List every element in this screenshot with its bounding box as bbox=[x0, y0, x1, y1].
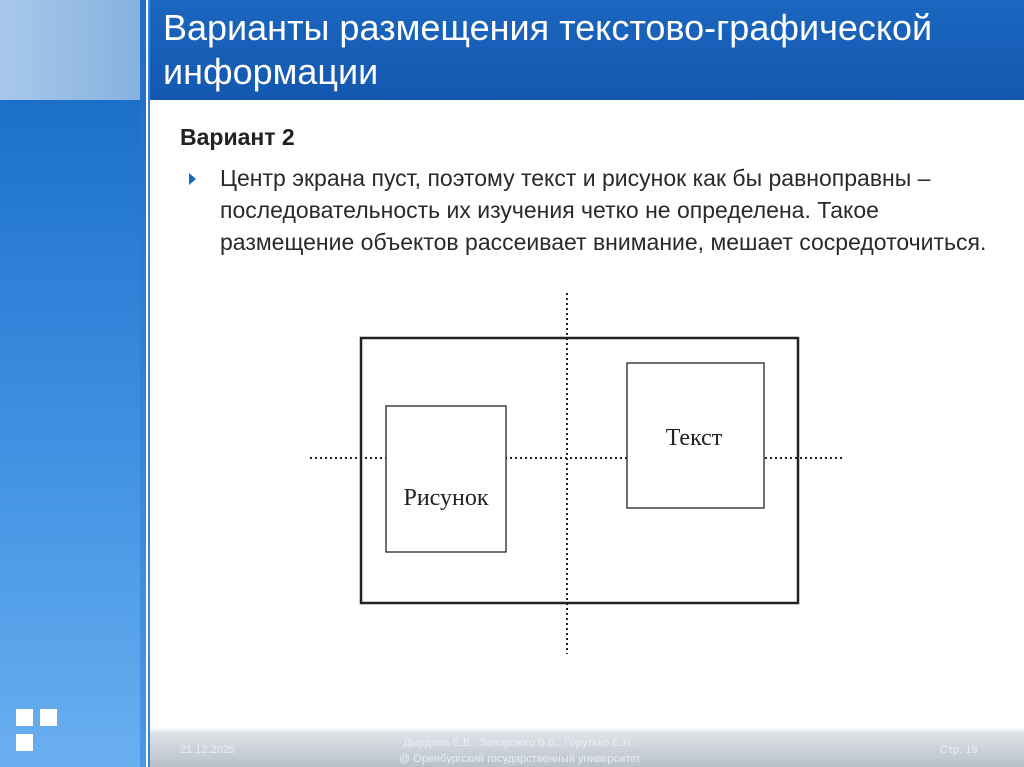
page-number: Стр. 19 bbox=[940, 744, 978, 756]
text-label: Текст bbox=[665, 425, 723, 451]
layout-diagram bbox=[300, 290, 860, 660]
picture-label: Рисунок bbox=[403, 485, 489, 511]
logo-square-icon bbox=[16, 709, 33, 726]
footer-authors-line1: Дырдина Е.В., Запорожко В.В., Горутько Е.Н.. bbox=[403, 737, 637, 749]
sidebar-gradient bbox=[0, 100, 140, 767]
slide-title: Варианты размещения текстово-графической информации bbox=[163, 7, 933, 92]
logo-square-icon bbox=[40, 709, 57, 726]
footer-authors-line2: @ Оренбургский государственный университет bbox=[399, 753, 641, 765]
sidebar-separator bbox=[140, 0, 146, 767]
bullet-text: Центр экрана пуст, поэтому текст и рисунок как бы равноправны – последовательность их изучения четко не определена. Такое размещение объектов рассеивает внимание, мешает сосредоточиться. bbox=[220, 165, 987, 255]
sidebar-separator-line bbox=[148, 0, 150, 767]
footer-date: 21.12.2025 bbox=[180, 744, 236, 756]
footer-authors bbox=[350, 735, 690, 767]
picture-box bbox=[386, 406, 506, 552]
sidebar-top-block bbox=[0, 0, 140, 100]
title-underline bbox=[150, 100, 1024, 103]
variant-heading: Вариант 2 bbox=[180, 124, 295, 150]
bullet-arrow-icon bbox=[189, 173, 196, 185]
logo-square-icon bbox=[16, 734, 33, 751]
